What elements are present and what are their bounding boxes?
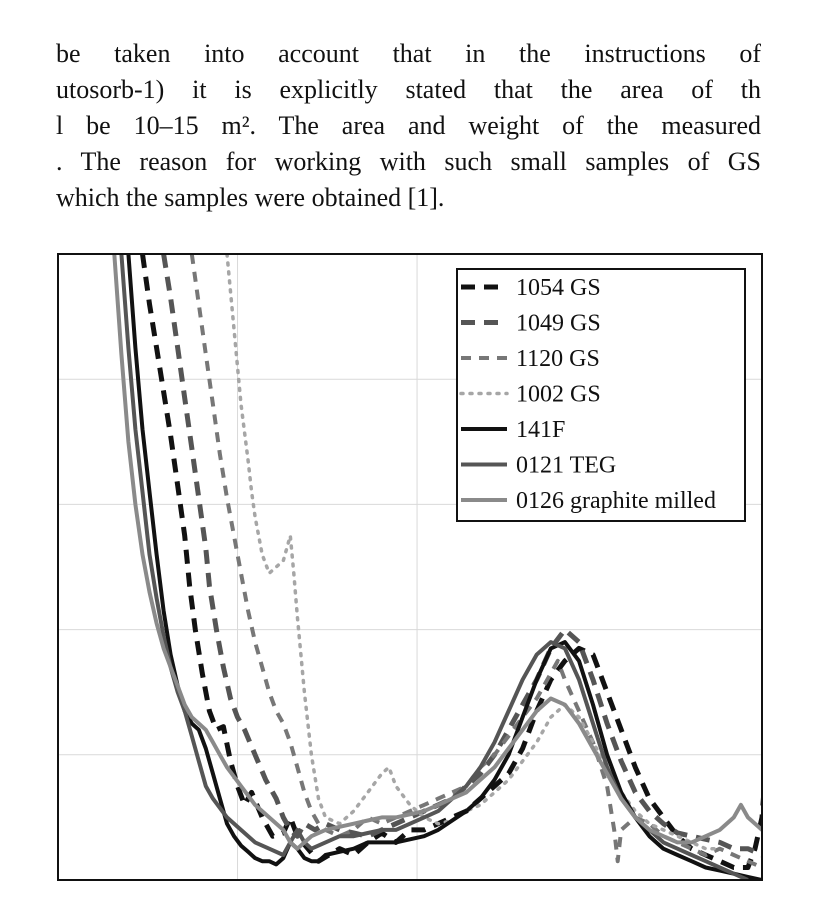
text-line-4: . The reason for working with such small samples of GS [56,147,761,176]
legend-label-7: 0126 graphite milled [516,488,716,514]
legend-label-6: 0121 TEG [516,452,617,479]
legend-label-3: 1120 GS [516,346,600,372]
legend-box [457,269,745,521]
legend-label-5: 141F [516,417,566,443]
legend-label-4: 1002 GS [516,381,601,408]
legend-label-1: 1054 GS [516,275,601,301]
text-line-2: utosorb-1) it is explicitly stated that the area of th [56,75,761,104]
text-line-5: which the samples were obtained [1]. [56,183,445,212]
legend-label-2: 1049 GS [516,310,601,337]
text-line-3: l be 10–15 m². The area and weight of the measured [56,111,761,140]
text-line-1: be taken into account that in the instructions of [56,39,761,68]
legend [457,269,745,521]
